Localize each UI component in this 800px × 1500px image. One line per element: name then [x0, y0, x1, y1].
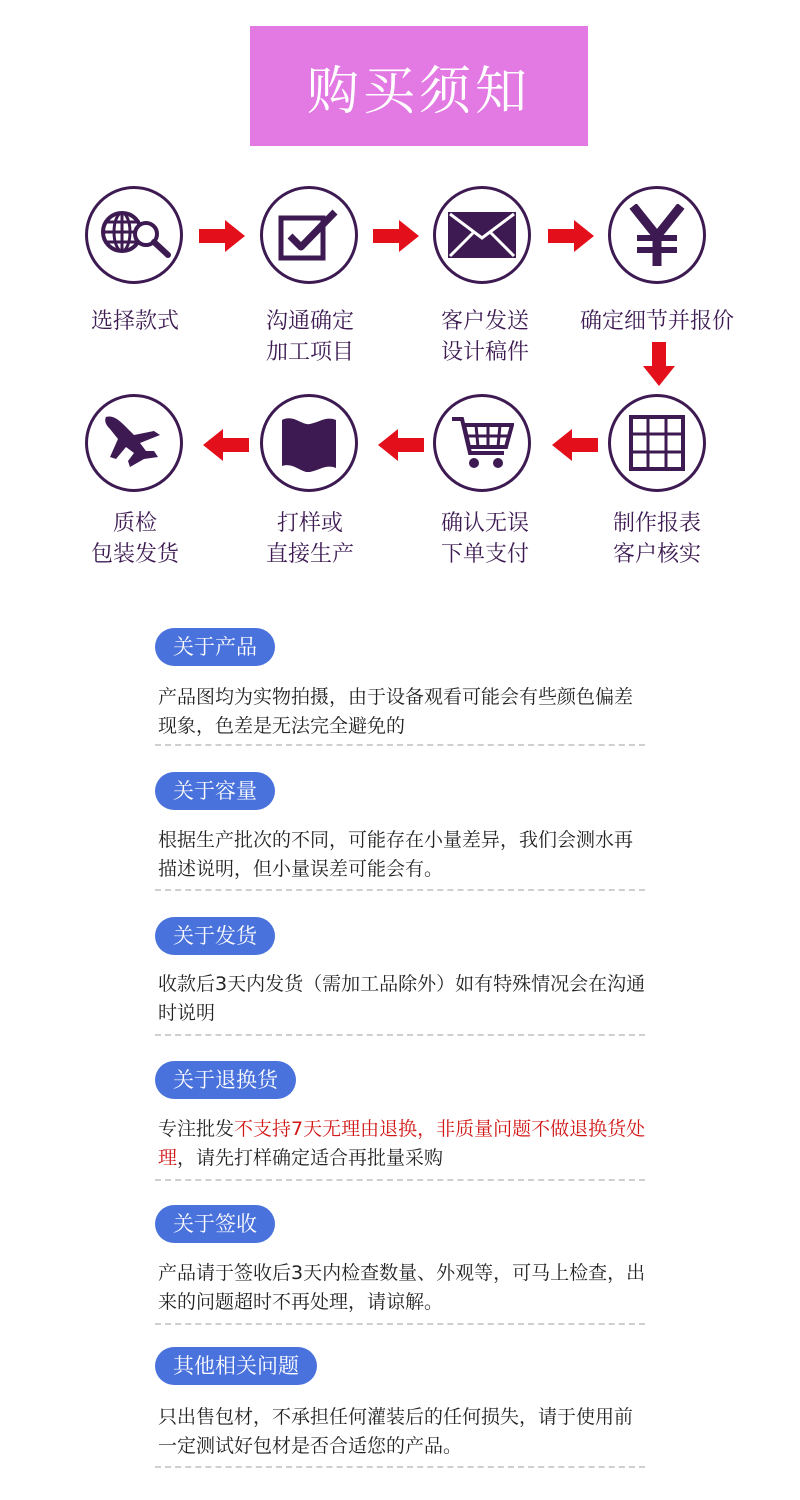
section-badge: 其他相关问题 [155, 1347, 317, 1385]
globe-search-icon [96, 205, 172, 265]
step-label: 制作报表 客户核实 [612, 511, 701, 567]
divider [155, 889, 645, 891]
arrow-left-icon [376, 429, 424, 461]
step-label: 确认无误 下单支付 [440, 511, 529, 567]
header-banner [250, 26, 588, 146]
step-pay [433, 394, 531, 492]
section-badge: 关于发货 [155, 917, 275, 955]
table-grid-icon [628, 414, 686, 472]
divider [155, 1466, 645, 1468]
divider [155, 744, 645, 746]
step-label: 打样或 直接生产 [265, 511, 354, 567]
arrow-left-icon [201, 429, 249, 461]
divider [155, 1179, 645, 1181]
step-produce [260, 394, 358, 492]
section-badge: 关于产品 [155, 628, 275, 666]
step-select-style [85, 186, 183, 284]
step-quote [608, 186, 706, 284]
section-badge: 关于签收 [155, 1205, 275, 1243]
step-send-design [433, 186, 531, 284]
envelope-icon [447, 211, 517, 259]
step-ship [85, 394, 183, 492]
section-text: 产品请于签收后3天内检查数量、外观等，可马上检查，出来的问题超时不再处理，请谅解。 [158, 1262, 646, 1313]
step-label: 确定细节并报价 [579, 309, 734, 334]
arrow-right-icon [199, 220, 247, 252]
step-label: 沟通确定 加工项目 [265, 309, 354, 365]
divider [155, 1034, 645, 1036]
section-text-plain: ，请先打样确定适合再批量采购 [177, 1147, 444, 1169]
step-report [608, 394, 706, 492]
return-policy-warning: 不支持7天无理由退换，非质量问题不做退换货处理 [158, 1118, 646, 1169]
section-text [158, 1115, 648, 1173]
step-confirm-items [260, 186, 358, 284]
arrow-right-icon [548, 220, 596, 252]
arrow-left-icon [550, 429, 598, 461]
arrow-right-icon [373, 220, 421, 252]
divider [155, 1323, 645, 1325]
section-text: 收款后3天内发货（需加工品除外）如有特殊情况会在沟通时说明 [158, 973, 646, 1024]
section-text: 产品图均为实物拍摄，由于设备观看可能会有些颜色偏差现象，色差是无法完全避免的 [158, 686, 634, 737]
arrow-down-icon [643, 342, 675, 388]
step-label: 选择款式 [90, 309, 179, 334]
page-title: 购买须知 [306, 61, 531, 122]
section-text: 根据生产批次的不同，可能存在小量差异，我们会测水再描述说明，但小量误差可能会有。 [158, 829, 634, 880]
section-badge: 关于容量 [155, 772, 275, 810]
section-text-plain: 专注批发 [158, 1118, 235, 1140]
step-label: 质检 包装发货 [90, 511, 179, 567]
shopping-cart-icon [450, 415, 514, 471]
airplane-icon [102, 411, 166, 475]
section-text: 只出售包材，不承担任何灌装后的任何损失，请于使用前一定测试好包材是否合适您的产品。 [158, 1406, 634, 1457]
yen-icon [629, 204, 685, 266]
checkbox-icon [277, 206, 341, 264]
section-badge: 关于退换货 [155, 1061, 296, 1099]
step-label: 客户发送 设计稿件 [440, 309, 529, 365]
flag-icon [280, 414, 338, 472]
